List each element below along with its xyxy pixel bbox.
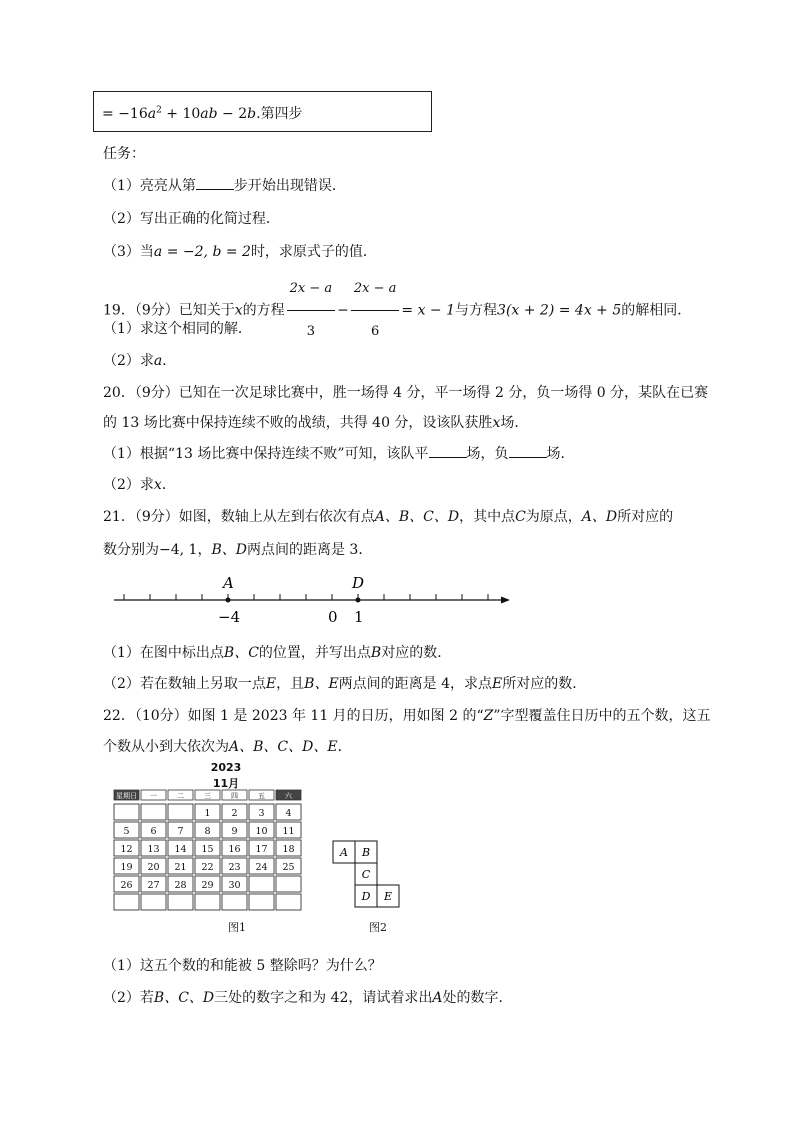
task-q3: （3）当a = −2, b = 2时，求原式子的值． bbox=[103, 244, 377, 260]
svg-text:12: 12 bbox=[120, 844, 133, 855]
calendar-day-cell bbox=[222, 894, 247, 910]
svg-text:22: 22 bbox=[201, 862, 214, 873]
svg-text:4: 4 bbox=[285, 808, 292, 819]
svg-text:1: 1 bbox=[204, 808, 211, 819]
svg-text:14: 14 bbox=[174, 844, 187, 855]
z-cell-A bbox=[333, 841, 355, 863]
z-cell-E bbox=[377, 885, 399, 907]
problem-21-line2: 数分别为−4, 1，B、D两点间的距离是 3． bbox=[103, 542, 373, 558]
calendar-day-cell bbox=[114, 822, 139, 838]
svg-text:23: 23 bbox=[228, 862, 241, 873]
svg-text:2: 2 bbox=[231, 808, 238, 819]
calendar-day-cell bbox=[141, 840, 166, 856]
calendar-day-cell bbox=[195, 894, 220, 910]
svg-text:17: 17 bbox=[255, 844, 268, 855]
tick-label-0: 0 bbox=[328, 608, 338, 626]
svg-text:3: 3 bbox=[258, 808, 265, 819]
problem-20-line1: 20．（9分）已知在一次足球比赛中，胜一场得 4 分，平一场得 2 分，负一场得 0 分，某队在已赛 bbox=[103, 385, 709, 401]
figure-2-caption: 图2 bbox=[369, 921, 387, 934]
solution-step-box bbox=[93, 91, 432, 132]
calendar-day-cell bbox=[276, 822, 301, 838]
calendar-day-cell bbox=[114, 840, 139, 856]
calendar-day-cell bbox=[141, 804, 166, 820]
fraction-2: $\frac{2x - a}{6}$ bbox=[351, 269, 400, 352]
calendar-day-cell bbox=[249, 858, 274, 874]
svg-text:15: 15 bbox=[201, 844, 214, 855]
problem-21-line1: 21．（9分）如图，数轴上从左到右依次有点A、B、C、D，其中点C为原点，A、D所对应的 bbox=[103, 509, 674, 525]
svg-text:二: 二 bbox=[177, 792, 184, 800]
calendar-day-cell bbox=[276, 840, 301, 856]
calendar-day-cell bbox=[195, 840, 220, 856]
calendar-weekday-cell bbox=[276, 790, 301, 800]
answer-blank-tie[interactable] bbox=[429, 456, 467, 458]
svg-text:5: 5 bbox=[123, 826, 130, 837]
svg-text:13: 13 bbox=[147, 844, 160, 855]
svg-text:8: 8 bbox=[204, 826, 211, 837]
calendar-day-cell bbox=[168, 894, 193, 910]
svg-text:19: 19 bbox=[120, 862, 133, 873]
problem-20-line2: 的 13 场比赛中保持连续不败的战绩，共得 40 分，设该队获胜x场． bbox=[103, 415, 529, 431]
calendar-day-cell bbox=[249, 822, 274, 838]
problem-21-q1: （1）在图中标出点B、C的位置，并写出点B对应的数． bbox=[103, 645, 452, 661]
calendar-day-cell bbox=[222, 840, 247, 856]
z-shape-cells bbox=[333, 841, 399, 907]
answer-blank[interactable] bbox=[196, 188, 234, 190]
calendar-day-cell bbox=[276, 876, 301, 892]
calendar-day-cell bbox=[276, 804, 301, 820]
calendar-day-cell bbox=[114, 876, 139, 892]
svg-text:一: 一 bbox=[150, 792, 157, 800]
svg-text:五: 五 bbox=[258, 792, 265, 800]
calendar-day-cell bbox=[141, 858, 166, 874]
problem-19: 19．（9分）已知关于x的方程 $\frac{2x - a}{3}$ − $\frac{2x - a}{6}$ = x − 1与方程3(x + 2) = 4x + 5的解相同． bbox=[103, 269, 691, 352]
calendar-day-cell bbox=[114, 894, 139, 910]
task-q2: （2）写出正确的化简过程． bbox=[103, 211, 280, 227]
axis-arrow bbox=[501, 597, 510, 604]
problem-20-q1: （1）根据“13 场比赛中保持连续不败”可知，该队平 场，负 场． bbox=[103, 446, 575, 462]
calendar-day-cell bbox=[195, 804, 220, 820]
number-line-figure bbox=[100, 572, 520, 630]
calendar-day-cell bbox=[249, 876, 274, 892]
svg-text:六: 六 bbox=[285, 792, 292, 800]
problem-22-q1: （1）这五个数的和能被 5 整除吗？为什么？ bbox=[103, 958, 382, 974]
task-q1: （1）亮亮从第 步开始出现错误． bbox=[103, 178, 346, 194]
svg-text:E: E bbox=[383, 890, 393, 903]
calendar-weekday-cell bbox=[195, 790, 220, 800]
calendar-year: 2023 bbox=[210, 761, 242, 774]
answer-blank-loss[interactable] bbox=[509, 456, 547, 458]
svg-text:A: A bbox=[340, 846, 348, 859]
calendar-day-cell bbox=[168, 822, 193, 838]
svg-text:7: 7 bbox=[177, 826, 184, 837]
calendar-month: 11月 bbox=[212, 777, 240, 790]
calendar-day-cell bbox=[222, 804, 247, 820]
svg-text:6: 6 bbox=[150, 826, 157, 837]
figure-1-caption: 图1 bbox=[228, 921, 246, 934]
calendar-day-cell bbox=[141, 876, 166, 892]
label-D: D bbox=[352, 574, 365, 592]
point-D bbox=[356, 598, 361, 603]
svg-text:10: 10 bbox=[255, 826, 268, 837]
calendar-day-cell bbox=[249, 804, 274, 820]
calendar-day-cell bbox=[195, 858, 220, 874]
point-A bbox=[226, 598, 231, 603]
calendar-day-cell bbox=[276, 894, 301, 910]
svg-text:20: 20 bbox=[147, 862, 160, 873]
svg-text:B: B bbox=[361, 846, 371, 859]
calendar-figure bbox=[112, 788, 312, 914]
calendar-day-cell bbox=[222, 876, 247, 892]
problem-19-q1: （1）求这个相同的解． bbox=[103, 321, 252, 337]
label-A: A bbox=[223, 574, 234, 592]
step-four-expression: = $-16a^2 + 10ab - 2b$.第四步 bbox=[102, 105, 303, 122]
svg-text:四: 四 bbox=[231, 792, 238, 800]
svg-text:30: 30 bbox=[228, 880, 241, 891]
calendar-weekday-cell bbox=[249, 790, 274, 800]
calendar-day-cell bbox=[168, 840, 193, 856]
calendar-day-cell bbox=[276, 858, 301, 874]
calendar-day-cell bbox=[168, 858, 193, 874]
calendar-day-cell bbox=[249, 840, 274, 856]
svg-text:26: 26 bbox=[120, 880, 133, 891]
svg-text:D: D bbox=[361, 890, 371, 903]
z-cell-D bbox=[355, 885, 377, 907]
calendar-day-cell bbox=[249, 894, 274, 910]
axis-ticks bbox=[124, 594, 488, 600]
calendar-weekday-cell bbox=[141, 790, 166, 800]
tick-label-neg4: −4 bbox=[218, 608, 241, 626]
problem-22-q2: （2）若B、C、D三处的数字之和为 42，请试着求出A处的数字． bbox=[103, 990, 513, 1006]
z-shape-figure bbox=[330, 838, 402, 910]
problem-20-q2: （2）求x． bbox=[103, 477, 176, 493]
problem-19-q2: （2）求a． bbox=[103, 353, 177, 369]
calendar-weekday-cell bbox=[222, 790, 247, 800]
svg-text:28: 28 bbox=[174, 880, 187, 891]
svg-text:18: 18 bbox=[282, 844, 295, 855]
z-cell-B bbox=[355, 841, 377, 863]
problem-22-line1: 22．（10分）如图 1 是 2023 年 11 月的日历，用如图 2 的“Z”字型覆盖住日历中的五个数，这五 bbox=[103, 708, 711, 724]
problem-22-line2: 个数从小到大依次为A、B、C、D、E． bbox=[103, 739, 352, 755]
svg-text:三: 三 bbox=[204, 792, 211, 800]
calendar-day-cell bbox=[222, 858, 247, 874]
calendar-day-cell bbox=[168, 804, 193, 820]
svg-text:9: 9 bbox=[231, 826, 238, 837]
calendar-day-cell bbox=[141, 822, 166, 838]
calendar-day-cell bbox=[222, 822, 247, 838]
tick-label-1: 1 bbox=[354, 608, 364, 626]
fraction-1: $\frac{2x - a}{3}$ bbox=[287, 269, 336, 352]
svg-text:16: 16 bbox=[228, 844, 241, 855]
calendar-grid bbox=[114, 790, 301, 910]
svg-text:星期日: 星期日 bbox=[116, 792, 137, 800]
calendar-day-cell bbox=[168, 876, 193, 892]
svg-text:21: 21 bbox=[174, 862, 187, 873]
svg-text:24: 24 bbox=[255, 862, 268, 873]
calendar-day-cell bbox=[114, 858, 139, 874]
problem-21-q2: （2）若在数轴上另取一点E，且B、E两点间的距离是 4，求点E所对应的数． bbox=[103, 676, 587, 692]
z-cell-C bbox=[355, 863, 377, 885]
calendar-day-cell bbox=[195, 822, 220, 838]
task-heading: 任务： bbox=[103, 146, 145, 162]
calendar-day-cell bbox=[195, 876, 220, 892]
svg-text:27: 27 bbox=[147, 880, 160, 891]
calendar-weekday-cell bbox=[168, 790, 193, 800]
svg-text:C: C bbox=[361, 868, 371, 881]
calendar-day-cell bbox=[114, 804, 139, 820]
svg-text:29: 29 bbox=[201, 880, 214, 891]
calendar-day-cell bbox=[141, 894, 166, 910]
svg-text:25: 25 bbox=[282, 862, 295, 873]
calendar-weekday-cell bbox=[114, 790, 139, 800]
svg-text:11: 11 bbox=[282, 826, 295, 837]
